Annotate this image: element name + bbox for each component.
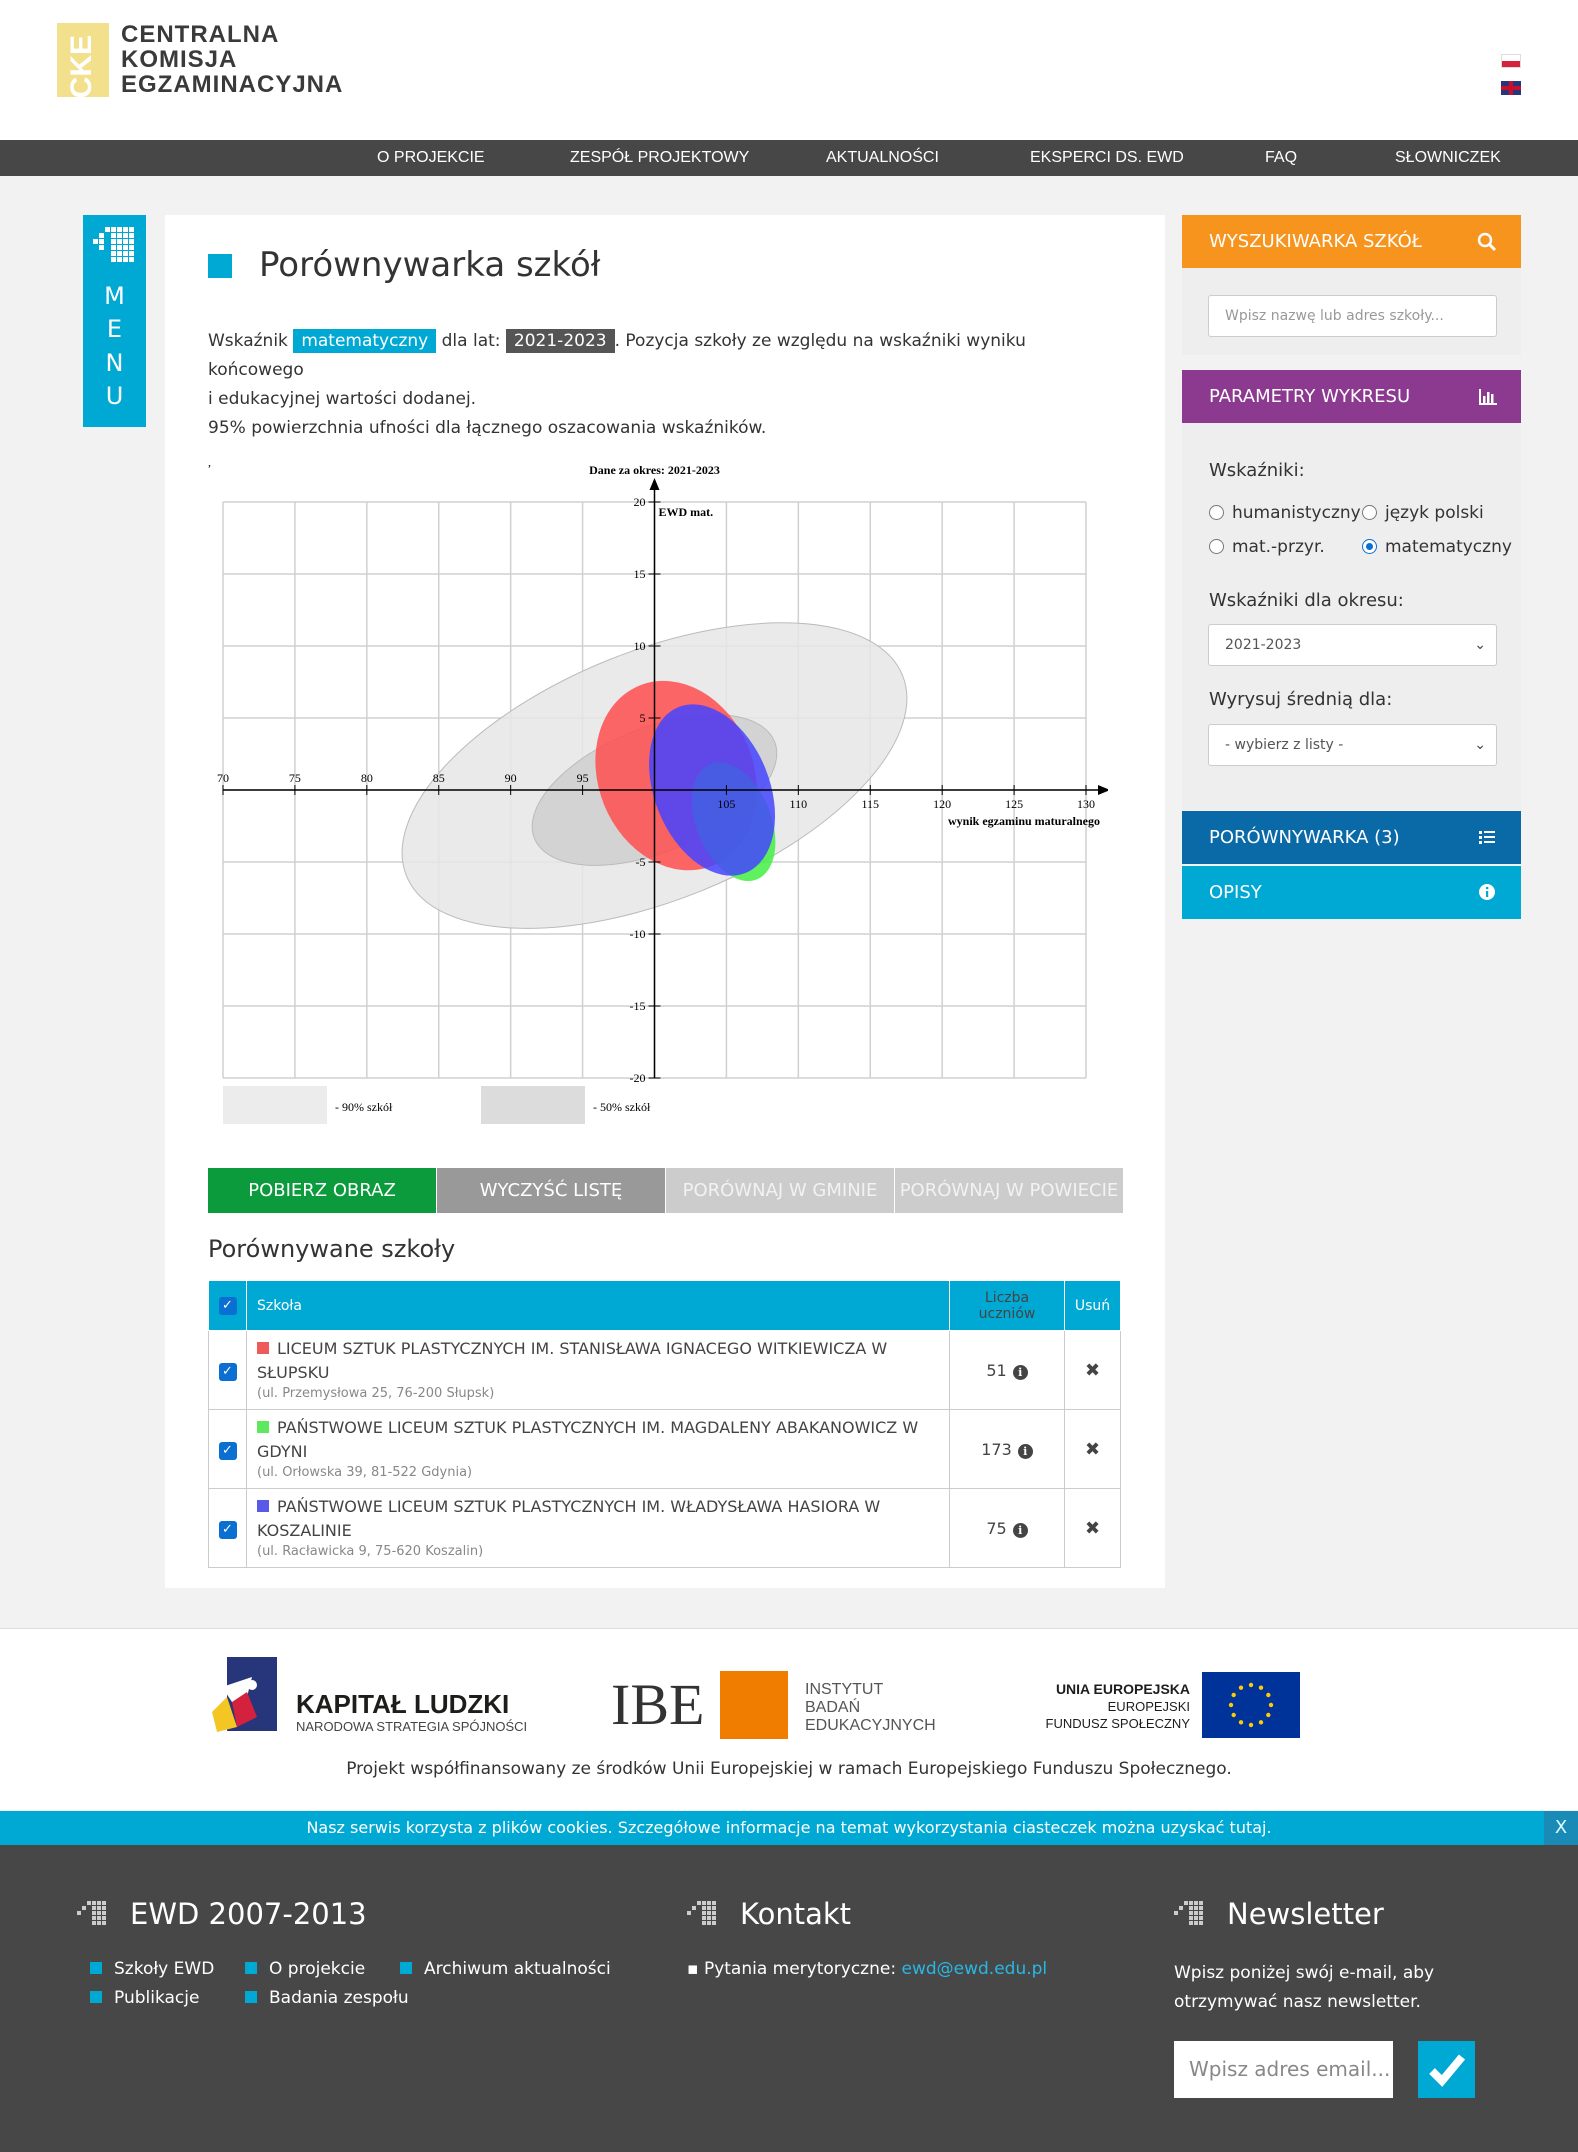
- ewd-grid-icon: [77, 1899, 111, 1929]
- y-axis-label: EWD mat.: [658, 505, 714, 519]
- radio-circle-icon: [1209, 539, 1224, 554]
- x-tick-label: 110: [789, 797, 808, 811]
- eu-star: [1259, 1720, 1263, 1724]
- x-tick-label: 90: [504, 771, 517, 785]
- radio-mat-przyr[interactable]: mat.-przyr.: [1209, 537, 1325, 557]
- bar-chart-icon: [1477, 370, 1497, 423]
- side-menu-button[interactable]: [83, 215, 146, 427]
- ewd-grid-icon: [91, 225, 137, 265]
- eu-star: [1249, 1683, 1253, 1687]
- info-icon[interactable]: i: [1013, 1523, 1028, 1538]
- school-address: (ul. Racławicka 9, 75-620 Koszalin): [257, 1544, 484, 1559]
- menu-letter-u: U: [105, 382, 124, 410]
- ibe-logo-text: IBE: [611, 1672, 705, 1737]
- y-tick-label: 20: [633, 495, 646, 509]
- y-tick-label: 10: [633, 639, 646, 653]
- years-tag: 2021-2023: [506, 329, 615, 353]
- sponsors-bar: [0, 1628, 1578, 1810]
- menu-letter-n: N: [105, 349, 124, 377]
- search-icon: [1477, 215, 1497, 268]
- row-checkbox[interactable]: ✓: [219, 1363, 237, 1381]
- x-tick-label: 105: [717, 797, 736, 811]
- menu-letter-m: M: [104, 282, 125, 310]
- x-tick-label: 70: [217, 771, 229, 785]
- legend-label: - 90% szkół: [335, 1100, 393, 1114]
- legend-swatch: [481, 1086, 585, 1124]
- kapital-ludzki-title: KAPITAŁ LUDZKI: [296, 1689, 510, 1719]
- nav-zespol-projektowy[interactable]: ZESPÓŁ PROJEKTOWY: [570, 149, 750, 166]
- description: Wskaźnik matematyczny dla lat: 2021-2023 . Pozycja szkoły ze względu na wskaźniki wyniku końcowego i edukacyjnej wartości dodanej. 95% powierzchnia ufności dla łącznego oszacowania wskaźników.: [208, 331, 1026, 438]
- eu-star: [1249, 1723, 1253, 1727]
- kapital-ludzki-logo-icon: [212, 1657, 292, 1737]
- clear-list-button[interactable]: WYCZYŚĆ LISTĘ: [437, 1168, 665, 1213]
- y-tick-label: -15: [629, 999, 646, 1013]
- eu-star: [1229, 1703, 1233, 1707]
- y-tick-label: 5: [639, 711, 646, 725]
- eu-star: [1266, 1713, 1270, 1717]
- ibe-logo-caption: INSTYTUT BADAŃ EDUKACYJNYCH: [805, 1681, 936, 1734]
- eu-star: [1239, 1720, 1243, 1724]
- y-tick-label: -20: [629, 1071, 646, 1085]
- x-tick-label: 85: [432, 771, 445, 785]
- series-swatch: [257, 1421, 269, 1433]
- radio-circle-icon: [1209, 505, 1224, 520]
- series-swatch: [257, 1342, 269, 1354]
- footer-contact-title: Kontakt: [740, 1897, 852, 1931]
- eu-caption: UNIA EUROPEJSKA EUROPEJSKI FUNDUSZ SPOŁECZNY: [1045, 1681, 1190, 1731]
- newsletter-submit-button[interactable]: [1418, 2041, 1475, 2098]
- y-axis-arrow: [650, 478, 660, 490]
- x-tick-label: 120: [933, 797, 952, 811]
- contact-email-link[interactable]: ewd@ewd.edu.pl: [901, 1959, 1048, 1979]
- x-tick-label: 130: [1077, 797, 1095, 811]
- list-icon: [1477, 811, 1497, 864]
- page-title: Porównywarka szkół: [259, 245, 601, 285]
- checkmark-icon: [1418, 2041, 1475, 2098]
- period-select[interactable]: 2021-2023 ⌄: [1208, 624, 1497, 666]
- menu-letter-e: E: [106, 315, 123, 343]
- nav-slowniczek[interactable]: SŁOWNICZEK: [1395, 149, 1501, 166]
- table-header: [209, 1281, 1121, 1331]
- x-axis-label: wynik egzaminu maturalnego: [947, 814, 1100, 828]
- eu-star: [1259, 1685, 1263, 1689]
- cookie-text[interactable]: Nasz serwis korzysta z plików cookies. Szczegółowe informacje na temat wykorzystania ciasteczek można uzyskać tutaj.: [306, 1818, 1272, 1837]
- student-count: 75: [986, 1518, 1007, 1538]
- cke-logo-mark: CKE: [57, 23, 109, 97]
- kapital-ludzki-subtitle: NARODOWA STRATEGIA SPÓJNOŚCI: [296, 1719, 528, 1734]
- footer-ewd-title: EWD 2007-2013: [130, 1897, 367, 1931]
- y-tick-label: -10: [629, 927, 646, 941]
- info-icon: [1477, 866, 1497, 919]
- comparer-panel: [1182, 811, 1521, 864]
- cke-logo[interactable]: [57, 22, 343, 97]
- nav-aktualnosci[interactable]: AKTUALNOŚCI: [826, 149, 939, 166]
- info-icon[interactable]: i: [1018, 1444, 1033, 1459]
- x-tick-label: 125: [1005, 797, 1024, 811]
- cofinancing-text: Projekt współfinansowany ze środków Unii Europejskiej w ramach Europejskiego Funduszu Społecznego.: [346, 1759, 1232, 1779]
- remove-icon[interactable]: ✖: [1084, 1517, 1101, 1539]
- footer-link-o-projekcie[interactable]: O projekcie: [245, 1959, 365, 1979]
- x-axis-arrow: [1098, 785, 1108, 795]
- main-panel: [165, 215, 1165, 1588]
- indicators-label: Wskaźniki:: [1209, 460, 1305, 481]
- descriptions-header[interactable]: OPISY: [1182, 866, 1521, 919]
- y-tick-label: 15: [633, 567, 646, 581]
- compare-gmina-button[interactable]: PORÓWNAJ W GMINIE: [666, 1168, 894, 1213]
- footer-contact-line: ▪ Pytania merytoryczne: ewd@ewd.edu.pl: [687, 1959, 1048, 1979]
- select-all-checkbox[interactable]: ✓: [219, 1297, 237, 1315]
- radio-selected-icon: [1362, 539, 1377, 554]
- action-buttons: [208, 1168, 1124, 1213]
- comparison-chart: [208, 450, 1108, 1154]
- footer-link-publikacje[interactable]: Publikacje: [90, 1988, 199, 2008]
- eu-star: [1269, 1703, 1273, 1707]
- period-label: Wskaźniki dla okresu:: [1209, 590, 1404, 611]
- nav-faq[interactable]: FAQ: [1265, 149, 1298, 166]
- eu-star: [1231, 1713, 1235, 1717]
- header-remove: Usuń: [1065, 1281, 1121, 1331]
- english-flag-icon[interactable]: [1501, 81, 1521, 95]
- student-count: 173: [981, 1439, 1012, 1459]
- ewd-grid-icon: [687, 1899, 721, 1929]
- nav-eksperci[interactable]: EKSPERCI DS. EWD: [1030, 149, 1184, 166]
- eu-star: [1239, 1685, 1243, 1689]
- legend-swatch: [223, 1086, 327, 1124]
- compare-powiat-button[interactable]: PORÓWNAJ W POWIECIE: [895, 1168, 1123, 1213]
- chevron-down-icon: ⌄: [1474, 737, 1486, 753]
- eu-star: [1266, 1693, 1270, 1697]
- school-search-input[interactable]: Wpisz nazwę lub adres szkoły...: [1208, 295, 1497, 337]
- remove-icon[interactable]: ✖: [1084, 1438, 1101, 1460]
- polish-flag-icon[interactable]: [1501, 54, 1521, 68]
- footer-newsletter-title: Newsletter: [1227, 1897, 1384, 1931]
- mean-select[interactable]: - wybierz z listy - ⌄: [1208, 724, 1497, 766]
- cookie-close-button[interactable]: X: [1544, 1811, 1578, 1845]
- eu-star: [1231, 1693, 1235, 1697]
- row-checkbox[interactable]: ✓: [219, 1442, 237, 1460]
- table-row: [209, 1410, 1121, 1489]
- row-checkbox[interactable]: ✓: [219, 1521, 237, 1539]
- radio-jezyk-polski[interactable]: język polski: [1362, 503, 1484, 523]
- header: [0, 0, 1578, 140]
- footer-link-archiwum[interactable]: Archiwum aktualności: [400, 1959, 611, 1979]
- indicator-tag: matematyczny: [293, 329, 436, 353]
- ibe-logo-icon: [720, 1671, 788, 1739]
- x-tick-label: 95: [576, 771, 589, 785]
- compared-table: [208, 1280, 1121, 1568]
- radio-matematyczny[interactable]: matematyczny: [1362, 537, 1512, 557]
- radio-circle-icon: [1362, 505, 1377, 520]
- cke-logo-text: CENTRALNA KOMISJA EGZAMINACYJNA: [121, 21, 344, 98]
- descriptions-panel: [1182, 866, 1521, 919]
- chart-params-header[interactable]: PARAMETRY WYKRESU: [1182, 370, 1521, 423]
- school-address: (ul. Przemysłowa 25, 76-200 Słupsk): [257, 1386, 495, 1401]
- footer-link-szkoly[interactable]: Szkoły EWD: [90, 1959, 214, 1979]
- chevron-down-icon: ⌄: [1474, 637, 1486, 653]
- header-count[interactable]: Liczba uczniów: [950, 1281, 1065, 1331]
- table-row: [209, 1331, 1121, 1410]
- title-square-icon: [208, 254, 232, 278]
- cookie-bar: [0, 1811, 1578, 1845]
- series-swatch: [257, 1500, 269, 1512]
- legend-label: - 50% szkół: [593, 1100, 651, 1114]
- school-name[interactable]: PAŃSTWOWE LICEUM SZTUK PLASTYCZNYCH IM. WŁADYSŁAWA HASIORA W KOSZALINIE: [257, 1497, 881, 1540]
- school-search-header[interactable]: WYSZUKIWARKA SZKÓŁ: [1182, 215, 1521, 268]
- x-tick-label: 115: [861, 797, 880, 811]
- footer: [0, 1845, 1578, 2152]
- chart-title: Dane za okres: 2021-2023: [589, 463, 720, 477]
- footer-link-badania[interactable]: Badania zespołu: [245, 1988, 409, 2008]
- nav-o-projekcie[interactable]: O PROJEKCIE: [377, 149, 485, 166]
- table-row: [209, 1489, 1121, 1568]
- school-search-panel: [1182, 215, 1521, 355]
- x-tick-label: 75: [288, 771, 301, 785]
- radio-humanistyczny[interactable]: humanistyczny: [1209, 503, 1361, 523]
- header-school[interactable]: Szkoła: [247, 1281, 950, 1331]
- stray-label: ,: [208, 455, 211, 469]
- newsletter-email-input[interactable]: Wpisz adres email...: [1174, 2041, 1393, 2098]
- eu-flag-icon: [1202, 1672, 1300, 1738]
- chart-svg: [208, 450, 1108, 1150]
- ewd-grid-icon: [1174, 1899, 1208, 1929]
- info-icon[interactable]: i: [1013, 1365, 1028, 1380]
- comparer-header[interactable]: PORÓWNYWARKA (3): [1182, 811, 1521, 864]
- school-name[interactable]: PAŃSTWOWE LICEUM SZTUK PLASTYCZNYCH IM. MAGDALENY ABAKANOWICZ W GDYNI: [257, 1418, 919, 1461]
- school-name[interactable]: LICEUM SZTUK PLASTYCZNYCH IM. STANISŁAWA IGNACEGO WITKIEWICZA W SŁUPSKU: [257, 1339, 888, 1382]
- chart-params-panel: [1182, 370, 1521, 810]
- mean-label: Wyrysuj średnią dla:: [1209, 689, 1393, 710]
- student-count: 51: [986, 1360, 1007, 1380]
- remove-icon[interactable]: ✖: [1084, 1359, 1101, 1381]
- main-nav: [0, 140, 1578, 176]
- school-address: (ul. Orłowska 39, 81-522 Gdynia): [257, 1465, 473, 1480]
- download-image-button[interactable]: POBIERZ OBRAZ: [208, 1168, 436, 1213]
- y-tick-label: -5: [635, 855, 646, 869]
- compared-title: Porównywane szkoły: [208, 1235, 456, 1263]
- x-tick-label: 80: [360, 771, 373, 785]
- newsletter-description: Wpisz poniżej swój e-mail, aby otrzymywać nasz newsletter.: [1174, 1963, 1435, 2012]
